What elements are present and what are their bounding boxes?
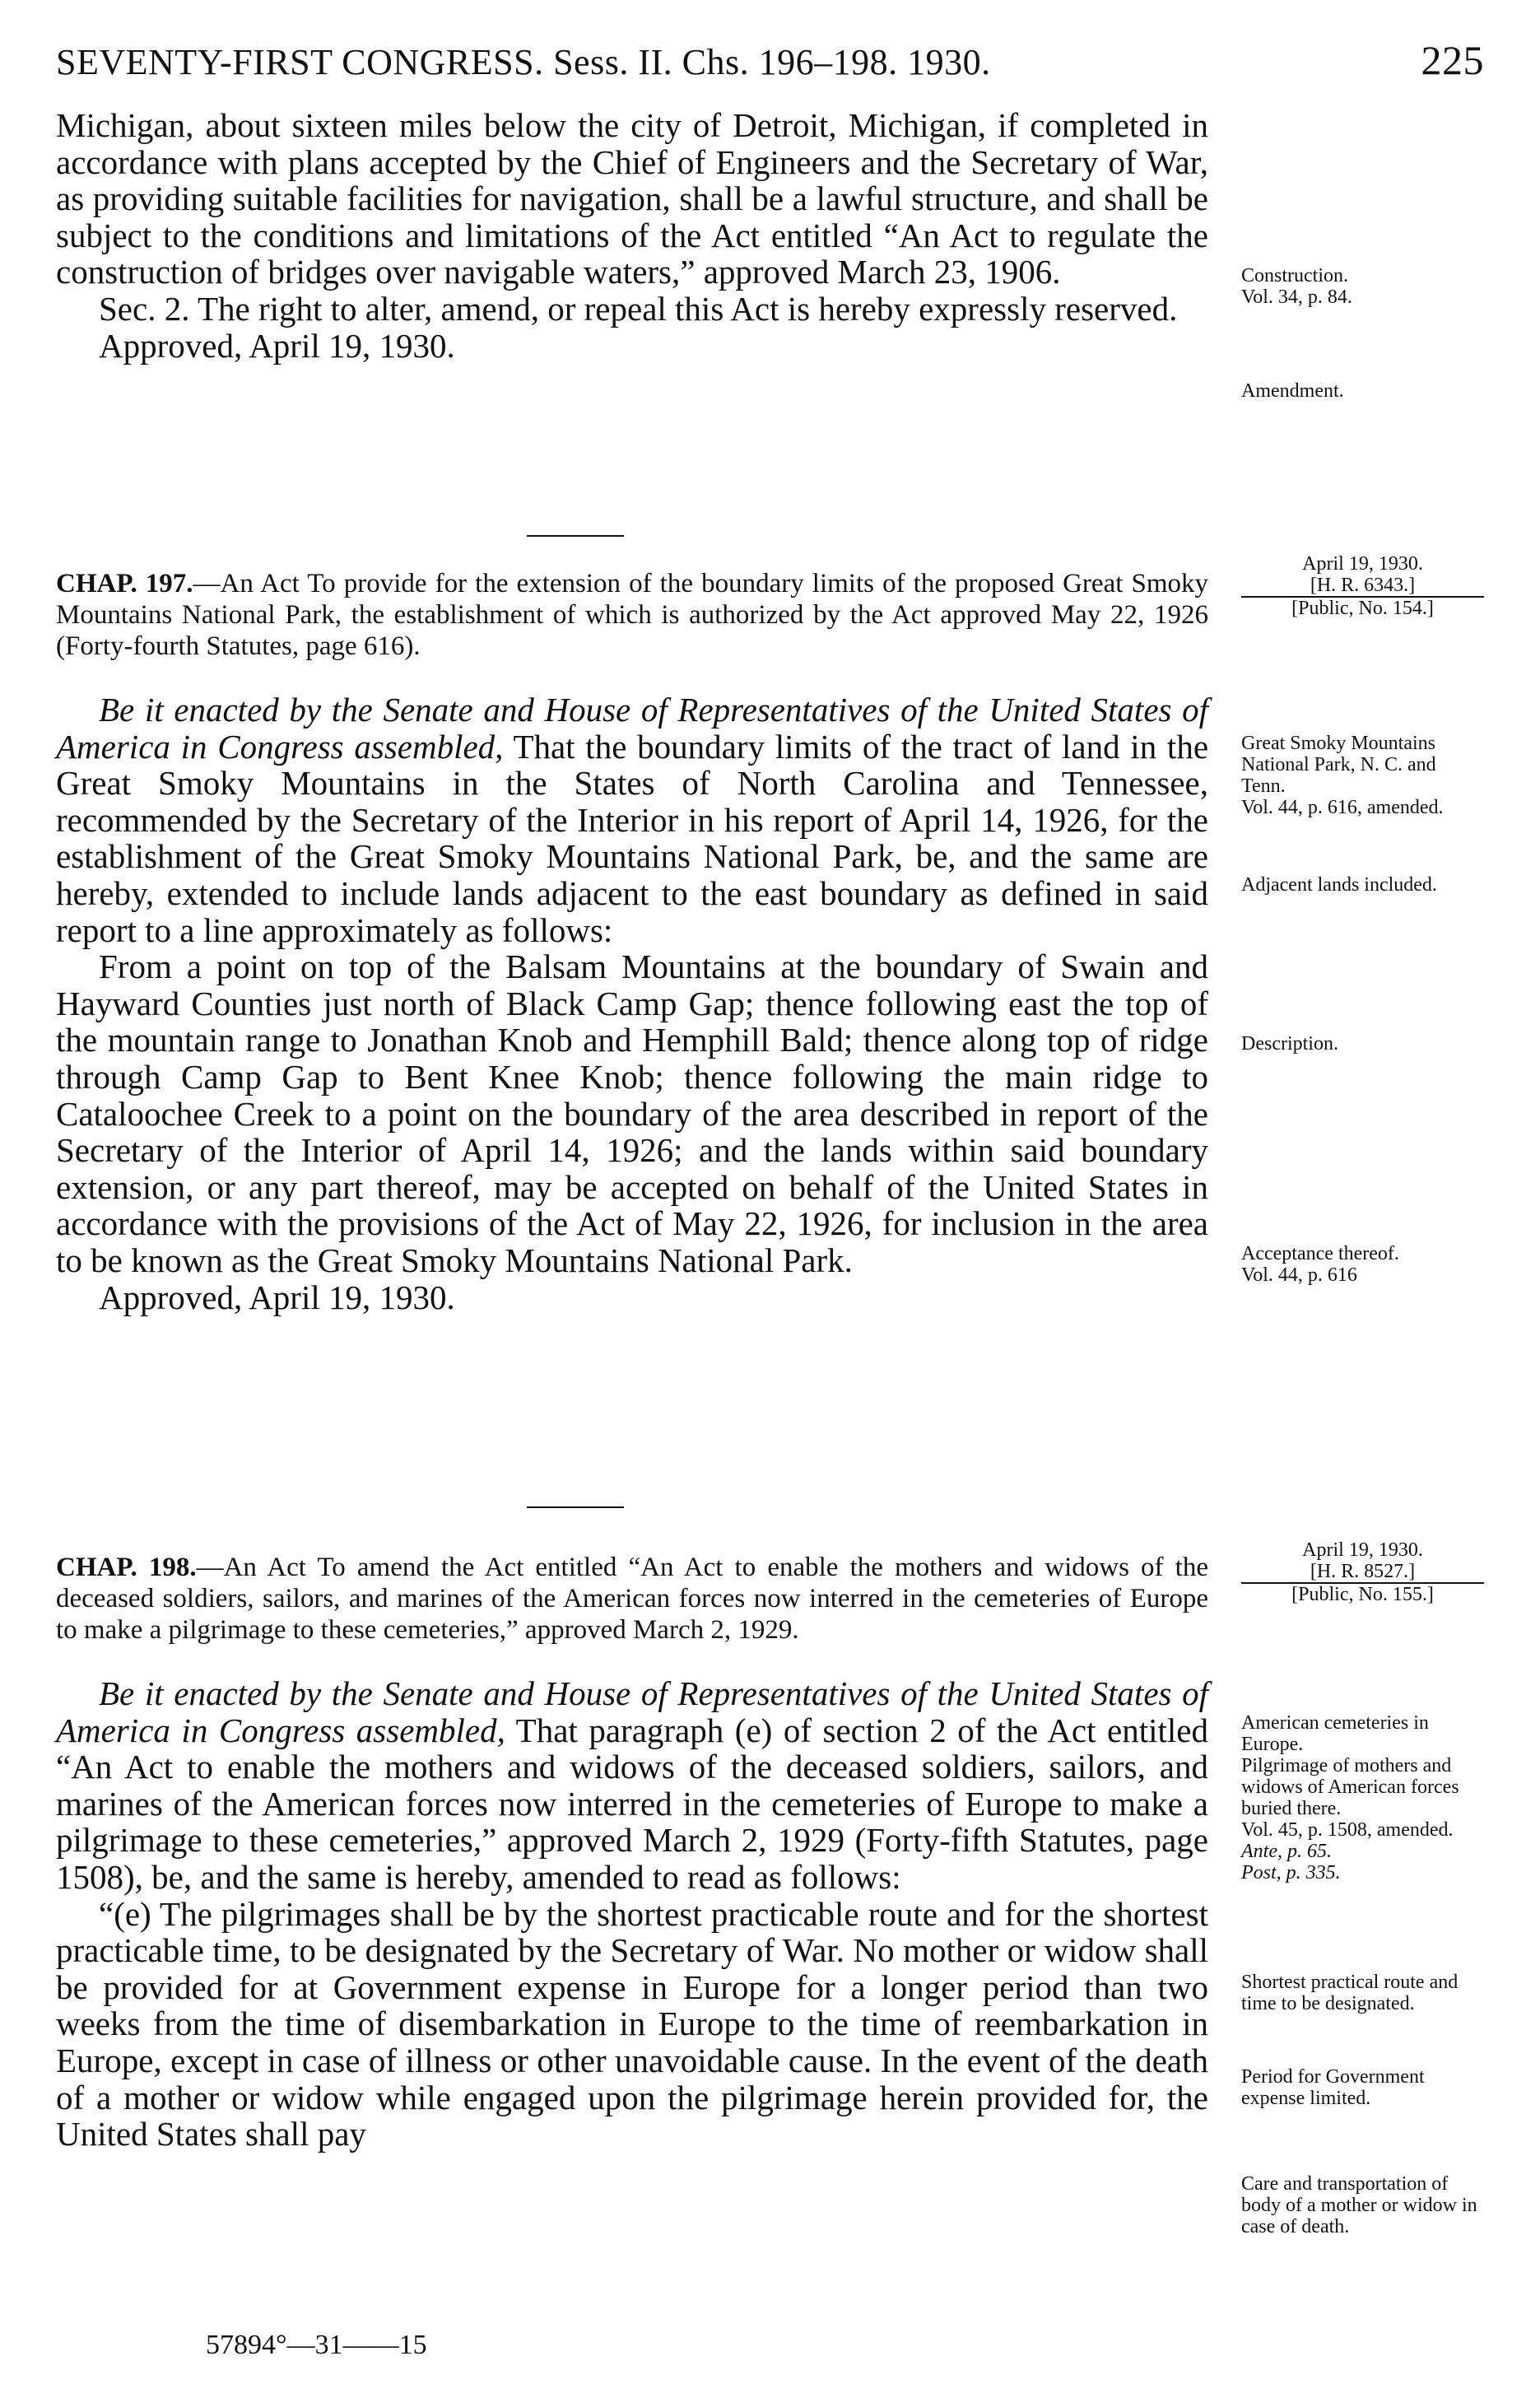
section-divider bbox=[527, 535, 624, 537]
chapter-197-title: —An Act To provide for the extension of the boundary limits of the proposed Great Smoky Mountains National Park, the establishment of which is authorized by the Act approved May 22, 1926 (Forty-fourth Statutes, page 616). bbox=[56, 569, 1208, 661]
chapter-197-description: From a point on top of the Balsam Mountains at the boundary of Swain and Hayward Counties just north of Black Camp Gap; thence following east the top of the mountain range to Jonathan Knob and Hemphill Bald; thence along top of ridge through Camp Gap to Bent Knee Knob; thence following the main ridge to Cataloochee Creek to a point on the boundary of the area described in report of the Secretary of the Interior of April 14, 1926; and the lands within said boundary extension, or any part thereof, may be accepted on behalf of the United States in accordance with the provisions of the Act of May 22, 1926, for inclusion in the area to be known as the Great Smoky Mountains National Park. bbox=[56, 948, 1208, 1279]
margin-note-ch197-info: April 19, 1930. [H. R. 6343.] [Public, No. 154.] bbox=[1241, 553, 1484, 619]
margin-note-ch198-info: April 19, 1930. [H. R. 8527.] [Public, No. 155.] bbox=[1241, 1539, 1484, 1605]
chapter-197-body: That the boundary limits of the tract of land in the Great Smoky Mountains in the States of North Carolina and Tennessee, recommended by the Secretary of the Interior in his report of April 14, 1926, for the establishment of the Great Smoky Mountains National Park, be, and the same are hereby, extended to include lands adjacent to the east boundary as defined in said report to a line approximately as follows: bbox=[56, 727, 1209, 949]
margin-note-description: Description. bbox=[1241, 1033, 1338, 1055]
page-number: 225 bbox=[1421, 37, 1484, 83]
margin-note-american-cemeteries: American cemeteries in Europe. Pilgrimage of mothers and widows of American forces buried there. Vol. 45, p. 1508, amended. Ante, p. 65. Post, p. 335. bbox=[1241, 1712, 1459, 1883]
chapter-198-label: CHAP. 198. bbox=[56, 1553, 197, 1582]
chapter-198-title: —An Act To amend the Act entitled “An Act to enable the mothers and widows of the deceased soldiers, sailors, and marines of the American forces now interred in the cemeteries of Europe to make a pilgrimage to these cemeteries,” approved March 2, 1929. bbox=[56, 1553, 1208, 1645]
chapter-196-text: Michigan, about sixteen miles below the city of Detroit, Michigan, if completed in accordance with plans accepted by the Chief of Engineers and the Secretary of War, as providing suitable facilities for navigation, shall be a lawful structure, and shall be subject to the conditions and limitations of the Act entitled “An Act to regulate the construction of bridges over navigable waters,” approved March 23, 1906. bbox=[56, 106, 1208, 291]
chapter-197-heading bbox=[56, 568, 1208, 662]
chapter-196-continuation bbox=[56, 107, 1208, 364]
print-code: 57894°—31——15 bbox=[206, 2330, 427, 2360]
chapter-198-body: That paragraph (e) of section 2 of the Act entitled “An Act to enable the mothers and widows of the deceased soldiers, sailors, and marines of the American forces now interred in the cemeteries of Europe to make a pilgrimage to these cemeteries,” approved March 2, 1929 (Forty-fifth Statutes, page 1508), be, and the same is hereby, amended to read as follows: bbox=[56, 1711, 1209, 1896]
running-head bbox=[56, 37, 1484, 91]
margin-note-shortest-route: Shortest practical route and time to be designated. bbox=[1241, 1972, 1459, 2014]
chapter-198-enacting-clause: Be it enacted by the Senate and House of Representatives of the United States of America in Congress assembled, bbox=[56, 1674, 1208, 1749]
chapter-197-enactment bbox=[56, 691, 1208, 948]
chapter-198-paragraph-e: “(e) The pilgrimages shall be by the shortest practicable route and for the shortest practicable time, to be designated by the Secretary of War. No mother or widow shall be provided for at Government expense in Europe for a longer period than two weeks from the time of disembarkation in Europe to the time of reembarkation in Europe, except in case of illness or other unavoidable cause. In the event of the death of a mother or widow while engaged upon the pilgrimage herein provided for, the United States shall pay bbox=[56, 1894, 1208, 2154]
margin-note-adjacent-lands: Adjacent lands included. bbox=[1241, 874, 1437, 896]
section-divider bbox=[527, 1506, 624, 1508]
chapter-196-approved: Approved, April 19, 1930. bbox=[99, 326, 455, 365]
margin-note-great-smoky: Great Smoky Mountains National Park, N. C. and Tenn. Vol. 44, p. 616, amended. bbox=[1241, 733, 1444, 818]
chapter-196-section-2: Sec. 2. The right to alter, amend, or repeal this Act is hereby expressly reserved. bbox=[99, 289, 1178, 328]
margin-note-care: Care and transportation of body of a mother or widow in case of death. bbox=[1241, 2173, 1477, 2237]
chapter-198 bbox=[56, 1552, 1208, 2153]
margin-note-period: Period for Government expense limited. bbox=[1241, 2066, 1425, 2109]
chapter-197-label: CHAP. 197. bbox=[56, 569, 193, 598]
margin-note-construction: Construction. Vol. 34, p. 84. bbox=[1241, 265, 1352, 308]
chapter-197 bbox=[56, 568, 1208, 1315]
chapter-197-approved: Approved, April 19, 1930. bbox=[99, 1278, 455, 1316]
chapter-198-heading bbox=[56, 1552, 1208, 1646]
margin-note-acceptance: Acceptance thereof. Vol. 44, p. 616 bbox=[1241, 1243, 1399, 1286]
chapter-198-enactment bbox=[56, 1675, 1208, 1896]
margin-note-amendment: Amendment. bbox=[1241, 380, 1344, 402]
chapter-197-enacting-clause: Be it enacted by the Senate and House of Representatives of the United States of America in Congress assembled, bbox=[56, 691, 1208, 766]
running-title: SEVENTY-FIRST CONGRESS. Sess. II. Chs. 196–198. 1930. bbox=[56, 42, 991, 82]
